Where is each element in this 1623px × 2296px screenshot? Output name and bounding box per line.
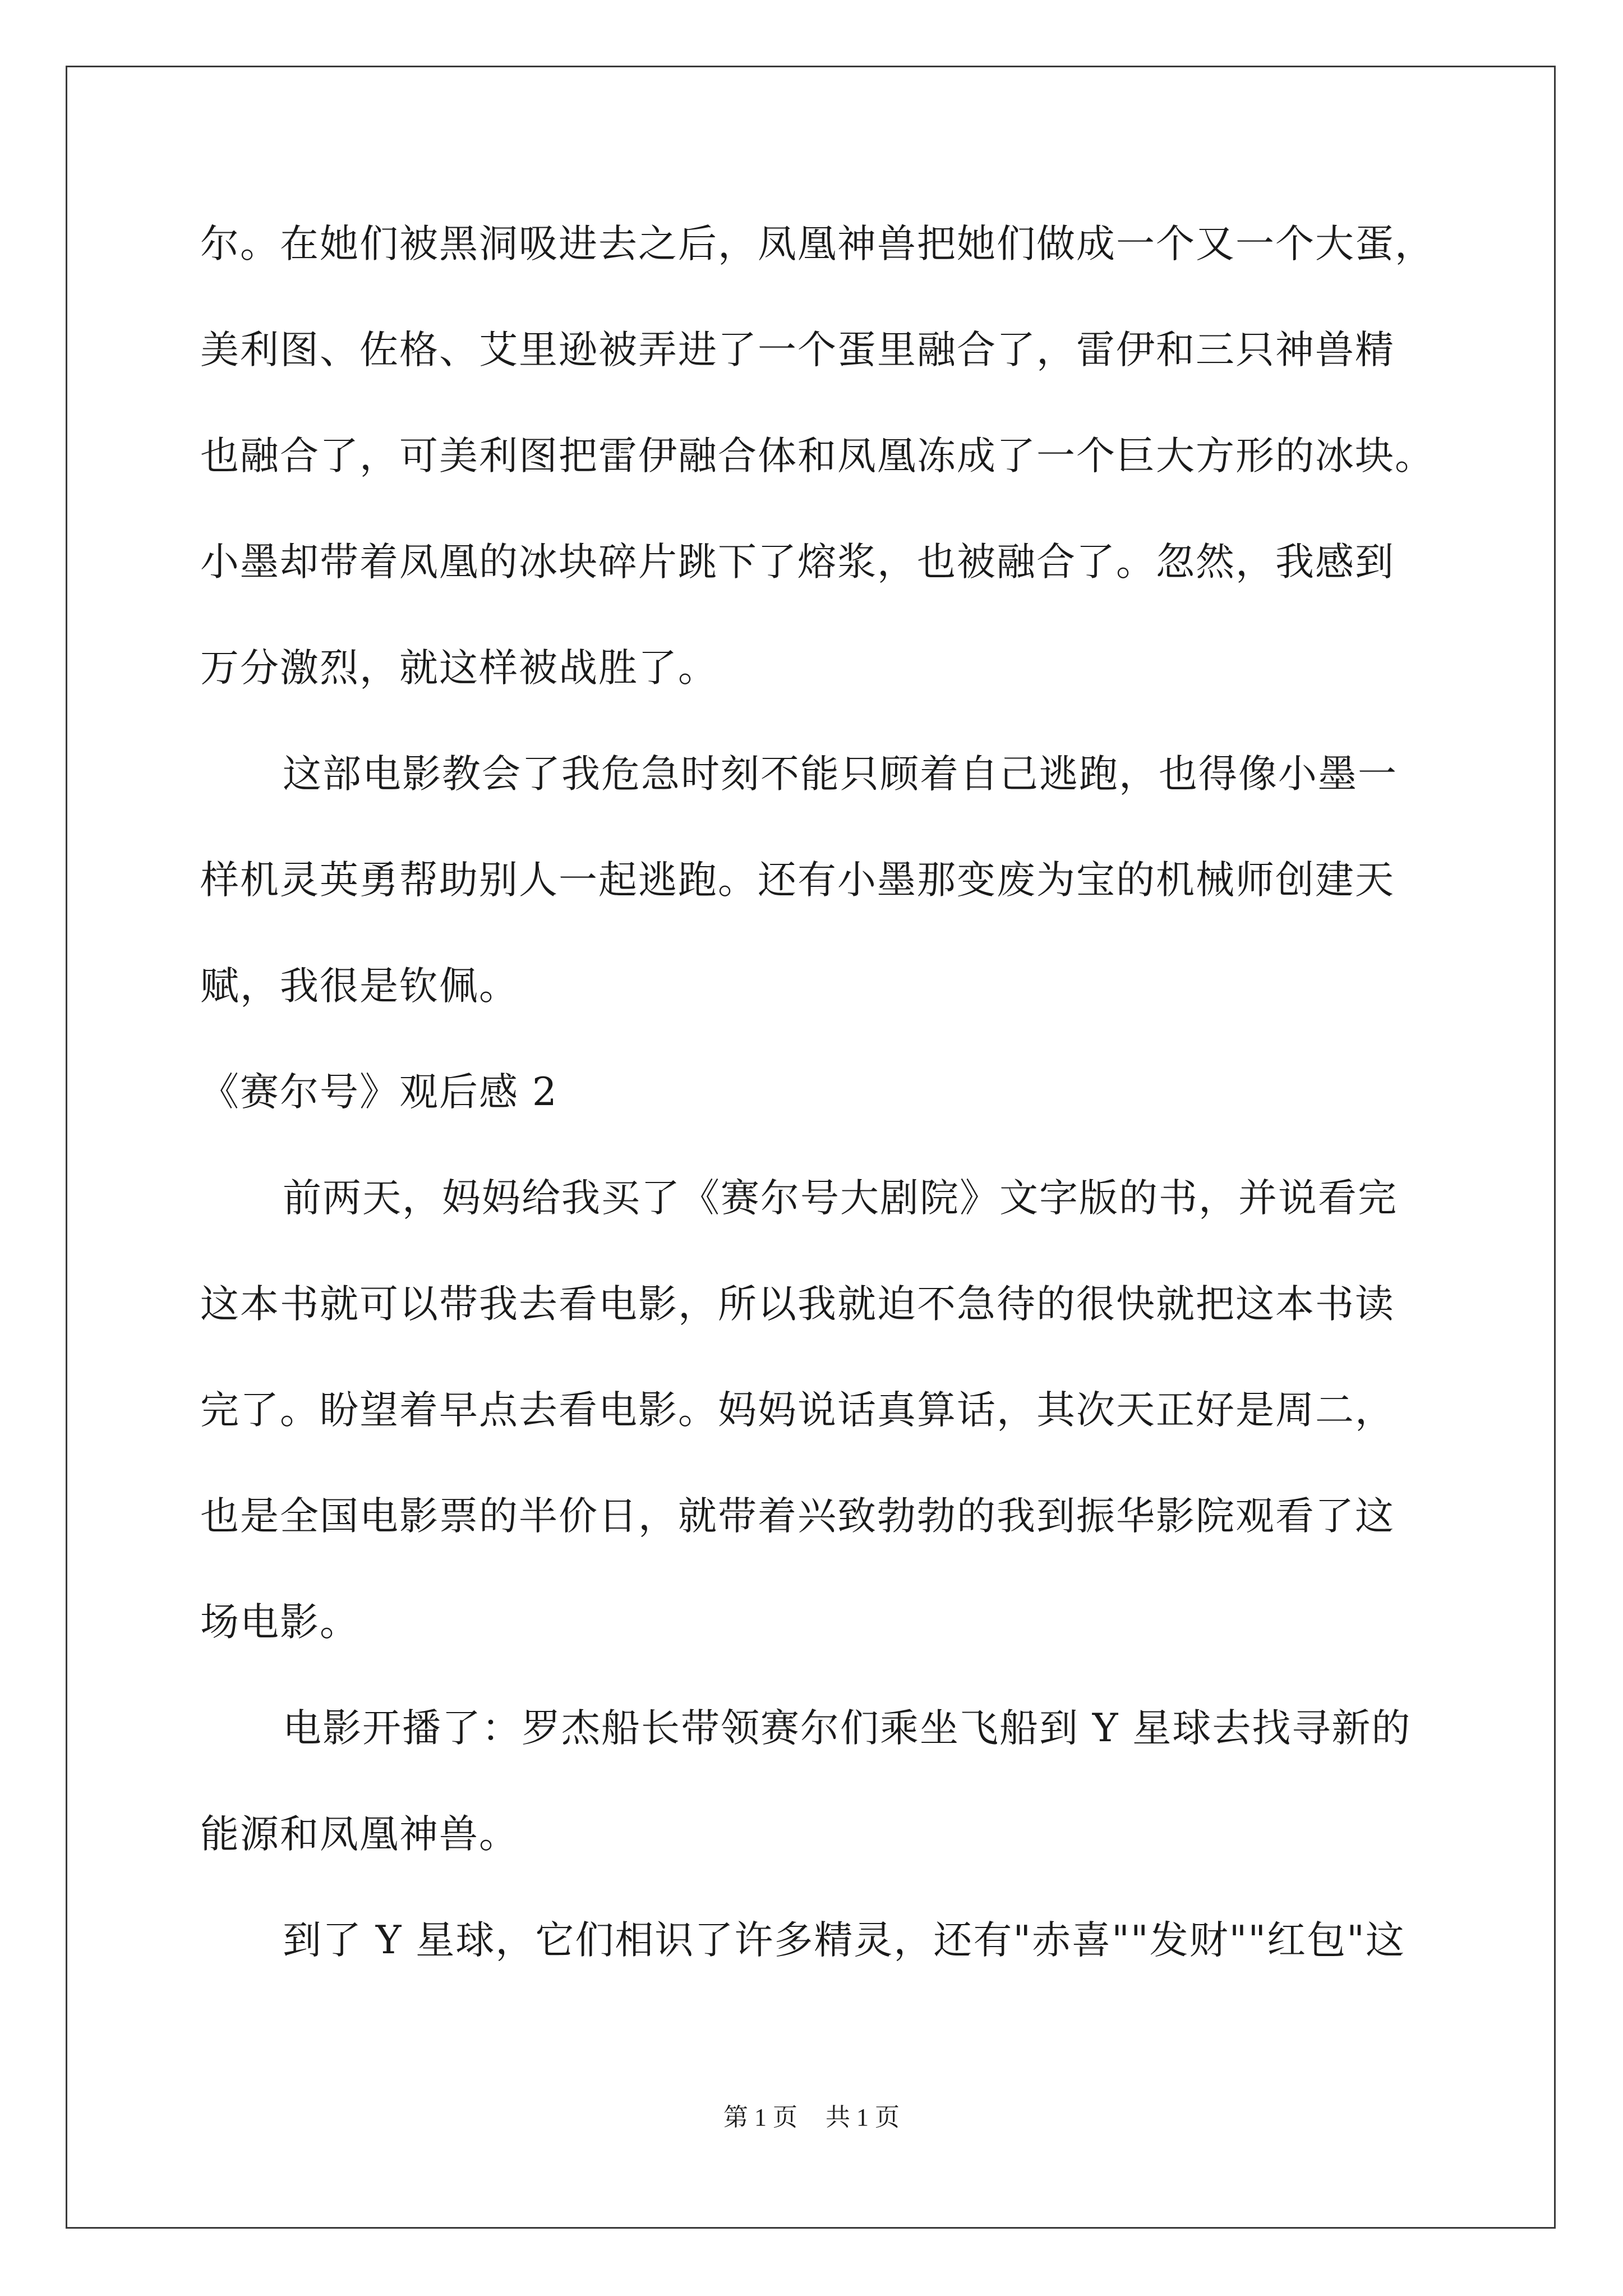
text-line: 也是全国电影票的半价日，就带着兴致勃勃的我到振华影院观看了这 <box>200 1494 1395 1539</box>
text-line: 能源和凤凰神兽。 <box>200 1812 519 1857</box>
page-footer <box>0 2101 1623 2134</box>
text-line: 完了。盼望着早点去看电影。妈妈说话真算话，其次天正好是周二， <box>200 1388 1395 1433</box>
text-line: 也融合了，可美利图把雷伊融合体和凤凰冻成了一个巨大方形的冰块。 <box>200 434 1435 478</box>
total-pages: 共 1 页 <box>826 2104 900 2131</box>
text-line: 美利图、佐格、艾里逊被弄进了一个蛋里融合了，雷伊和三只神兽精 <box>200 328 1395 372</box>
document-body <box>200 216 1468 2018</box>
text-line: 这本书就可以带我去看电影，所以我就迫不急待的很快就把这本书读 <box>200 1282 1395 1327</box>
text-line: 小墨却带着凤凰的冰块碎片跳下了熔浆，也被融合了。忽然，我感到 <box>200 540 1395 585</box>
text-line: 尔。在她们被黑洞吸进去之后，凤凰神兽把她们做成一个又一个大蛋， <box>200 222 1435 266</box>
paragraph-start-line: 这部电影教会了我危急时刻不能只顾着自己逃跑，也得像小墨一 <box>283 752 1398 797</box>
paragraph-start-line: 电影开播了：罗杰船长带领赛尔们乘坐飞船到 Y 星球去找寻新的 <box>283 1706 1412 1751</box>
page-number: 第 1 页 <box>723 2104 797 2131</box>
paragraph-start-line: 前两天，妈妈给我买了《赛尔号大剧院》文字版的书，并说看完 <box>283 1176 1398 1221</box>
text-line: 万分激烈，就这样被战胜了。 <box>200 646 718 691</box>
text-line: 场电影。 <box>200 1600 359 1645</box>
text-line: 样机灵英勇帮助别人一起逃跑。还有小墨那变废为宝的机械师创建天 <box>200 858 1395 903</box>
text-line: 赋，我很是钦佩。 <box>200 964 519 1009</box>
section-heading: 《赛尔号》观后感 2 <box>200 1070 558 1115</box>
paragraph-start-line: 到了 Y 星球，它们相识了许多精灵，还有"赤喜""发财""红包"这 <box>283 1918 1405 1963</box>
